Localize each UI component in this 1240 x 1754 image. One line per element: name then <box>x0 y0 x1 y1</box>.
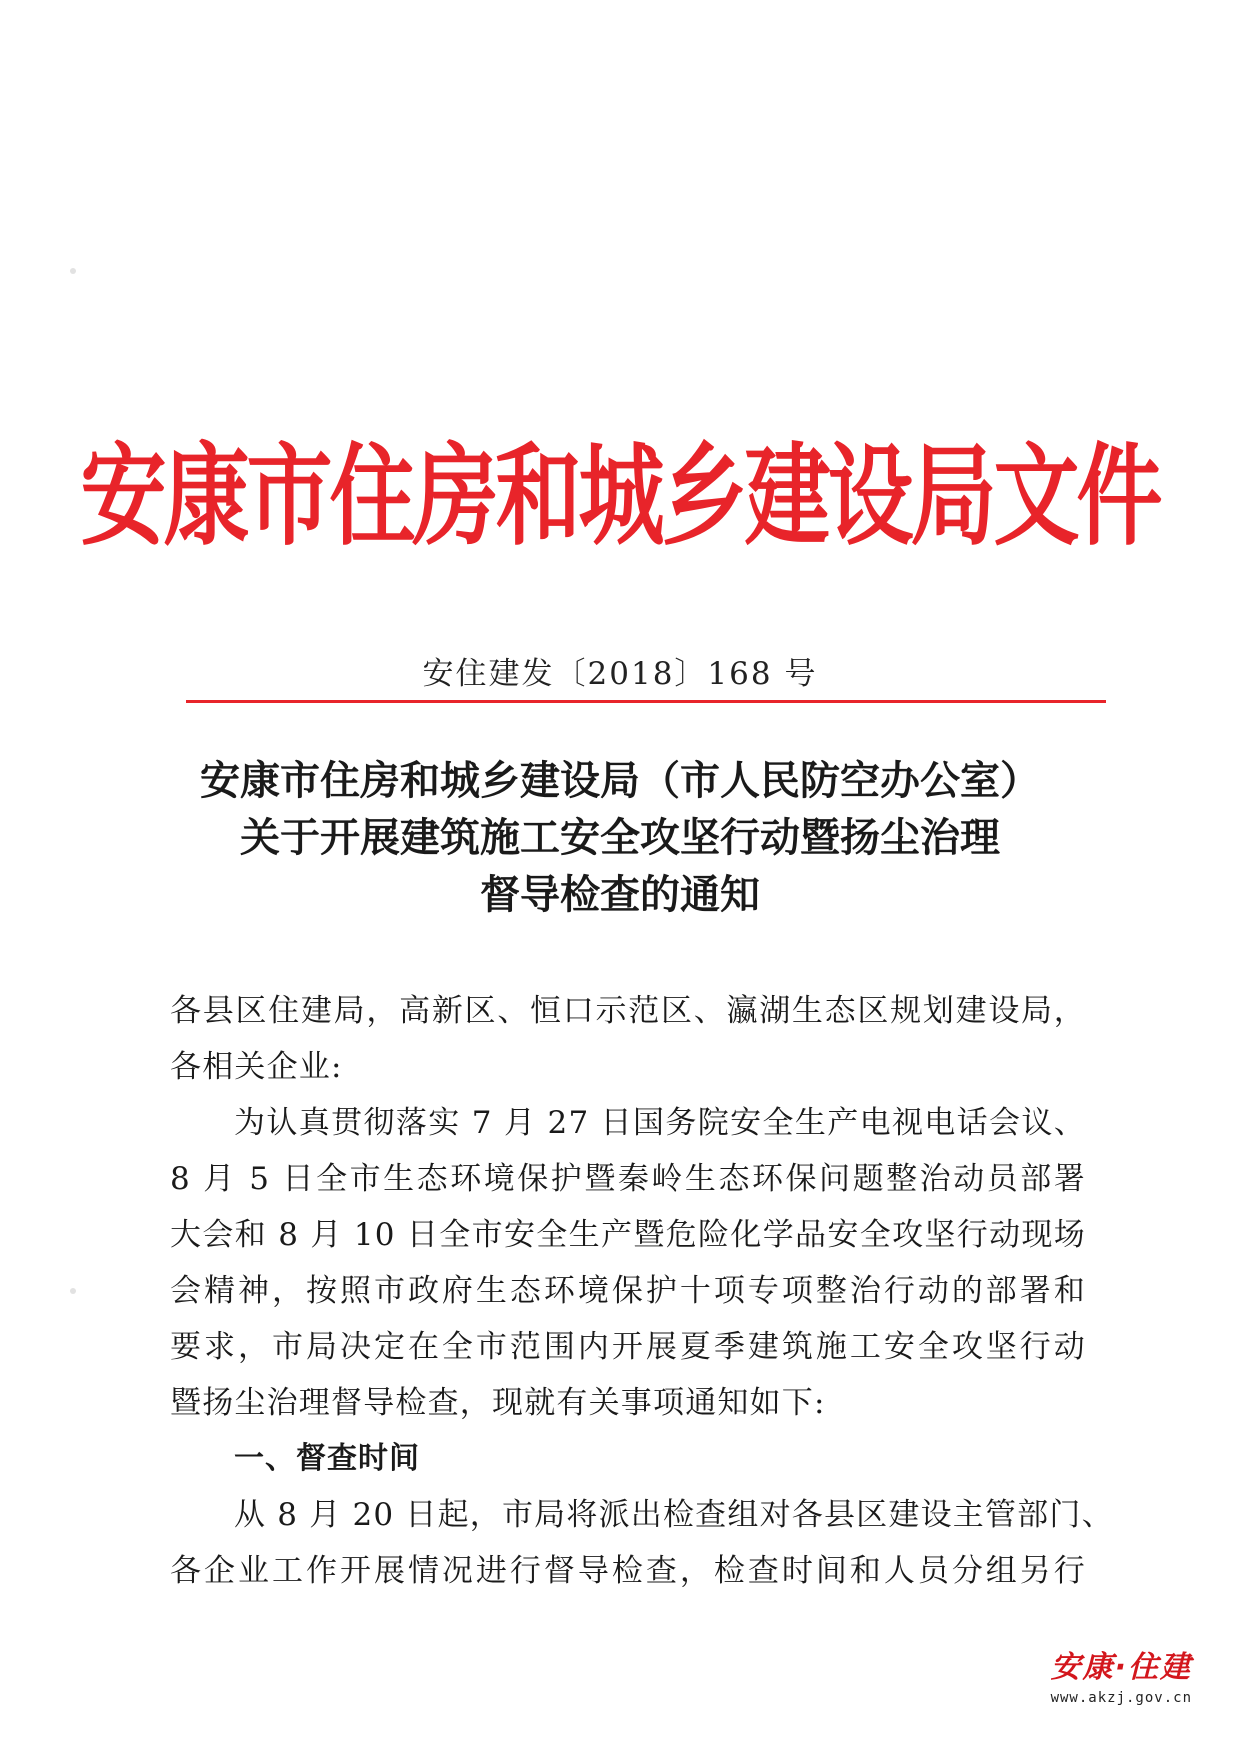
footer-logo <box>1051 1642 1192 1706</box>
addressee-line: 各相关企业: <box>170 1049 343 1085</box>
footer-url: www.akzj.gov.cn <box>1050 1690 1192 1706</box>
red-divider-line <box>186 700 1106 703</box>
addressee-line: 各县区住建局，高新区、恒口示范区、瀛湖生态区规划建设局， <box>170 993 1086 1029</box>
intro-paragraph-line: 为认真贯彻落实 7 月 27 日国务院安全生产电视电话会议、 <box>234 1105 1086 1141</box>
title-line: 安康市住房和城乡建设局（市人民防空办公室） <box>200 757 1040 804</box>
document-number: 安住建发〔2018〕168 号 <box>422 656 818 692</box>
title-line: 督导检查的通知 <box>480 871 760 918</box>
punch-hole-mark <box>70 268 76 274</box>
intro-paragraph-line: 暨扬尘治理督导检查，现就有关事项通知如下: <box>170 1385 826 1421</box>
intro-paragraph-line: 大会和 8 月 10 日全市安全生产暨危险化学品安全攻坚行动现场 <box>170 1217 1086 1253</box>
notice-body <box>170 983 1114 1599</box>
section-heading: 一、督查时间 <box>234 1441 420 1476</box>
intro-paragraph-line: 8 月 5 日全市生态环境保护暨秦岭生态环保问题整治动员部署 <box>170 1161 1086 1197</box>
issuer-banner: 安康市住房和城乡建设局文件 <box>80 433 1160 562</box>
intro-paragraph-line: 会精神，按照市政府生态环境保护十项专项整治行动的部署和 <box>170 1273 1086 1309</box>
title-line: 关于开展建筑施工安全攻坚行动暨扬尘治理 <box>240 814 1000 861</box>
punch-hole-mark <box>70 1288 76 1294</box>
logo-text: 安康·住建 <box>1050 1650 1192 1685</box>
notice-title <box>0 752 1240 923</box>
intro-paragraph-line: 要求，市局决定在全市范围内开展夏季建筑施工安全攻坚行动 <box>170 1329 1086 1365</box>
section-paragraph-line: 各企业工作开展情况进行督导检查，检查时间和人员分组另行 <box>170 1553 1086 1589</box>
section-paragraph-line: 从 8 月 20 日起，市局将派出检查组对各县区建设主管部门、 <box>234 1497 1114 1533</box>
